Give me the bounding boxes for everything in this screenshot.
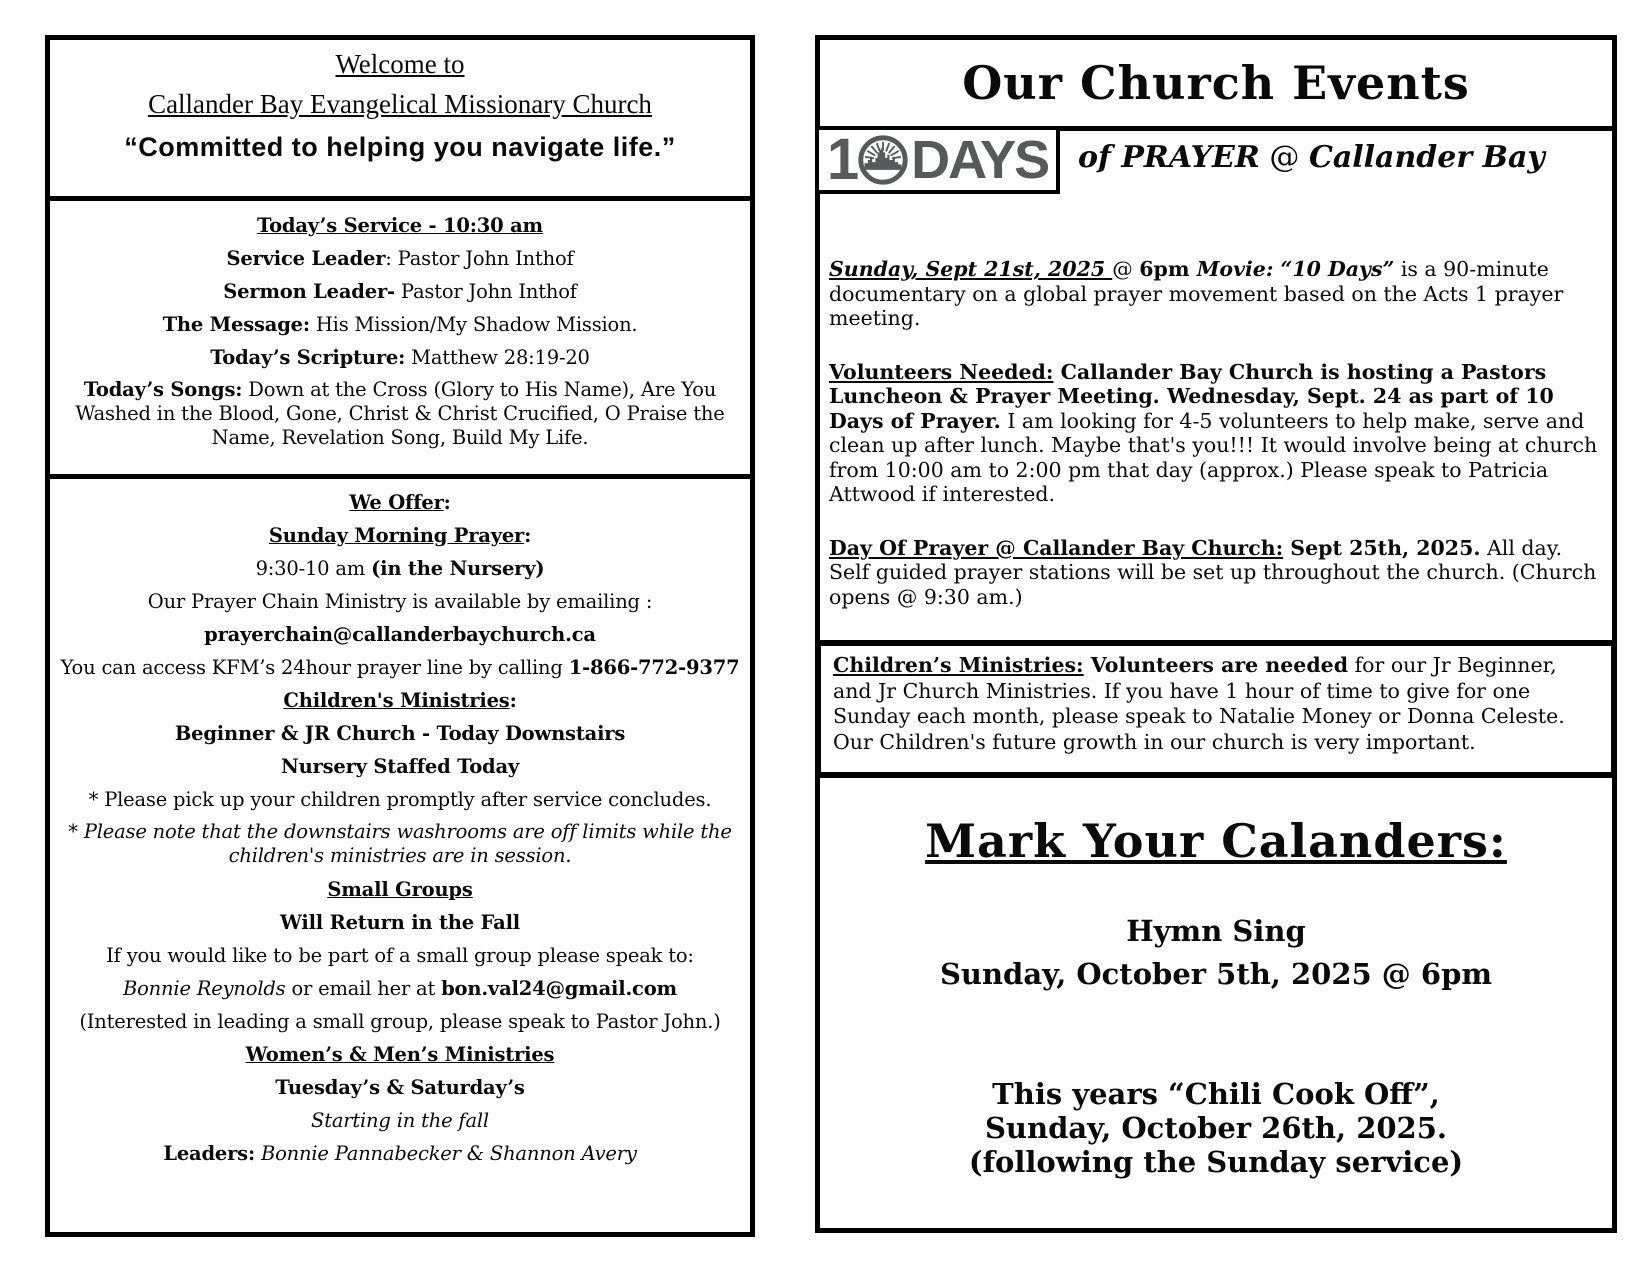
- kfm-prayer-line: You can access KFM’s 24hour prayer line by calling 1-866-772-9377: [60, 656, 740, 679]
- hymn-sing-date: Sunday, October 5th, 2025 @ 6pm: [939, 957, 1493, 991]
- ten-days-logo: [815, 126, 1060, 194]
- day-of-prayer-paragraph: Day Of Prayer @ Callander Bay Church: Sept 25th, 2025. All day. Self guided prayer stations will be set up throughout the church. (Church opens @ 9:30 am.): [829, 535, 1597, 609]
- events-title-box: [815, 35, 1617, 131]
- service-leader-line: Service Leader: Pastor John Inthof: [226, 247, 574, 270]
- todays-service-box: [45, 196, 755, 479]
- small-groups-contact: Bonnie Reynolds or email her at bon.val24@gmail.com: [123, 977, 677, 1000]
- events-title: Our Church Events: [962, 56, 1470, 110]
- small-groups-invite: If you would like to be part of a small group please speak to:: [106, 944, 694, 967]
- tuesdays-saturdays-line: Tuesday’s & Saturday’s: [275, 1076, 525, 1099]
- message-line: The Message: His Mission/My Shadow Mission.: [162, 313, 638, 336]
- ten-days-logo-number: 1: [826, 127, 860, 192]
- we-offer-heading: We Offer:: [349, 491, 451, 514]
- beginner-jr-church-line: Beginner & JR Church - Today Downstairs: [174, 722, 626, 745]
- small-groups-return: Will Return in the Fall: [280, 911, 520, 934]
- womens-mens-heading: Women’s & Men’s Ministries: [245, 1043, 555, 1066]
- hymn-sing-title: Hymn Sing: [1126, 914, 1306, 948]
- prayer-tagline: of PRAYER @ Callander Bay: [1078, 140, 1545, 175]
- movie-paragraph: Sunday, Sept 21st, 2025 @ 6pm Movie: “10 Days” is a 90-minute documentary on a global prayer movement based on the Acts 1 prayer meeting.: [829, 257, 1564, 330]
- events-paragraphs: [829, 257, 1603, 638]
- chili-line-2: Sunday, October 26th, 2025.: [984, 1111, 1448, 1145]
- small-groups-leading-note: (Interested in leading a small group, please speak to Pastor John.): [79, 1010, 721, 1033]
- pickup-note: * Please pick up your children promptly after service concludes.: [88, 788, 712, 811]
- morning-prayer-heading: Sunday Morning Prayer:: [268, 524, 532, 547]
- washrooms-note: * Please note that the downstairs washrooms are off limits while the children's ministries are in session.: [68, 820, 732, 867]
- small-groups-heading: Small Groups: [327, 878, 473, 901]
- children-ministries-box: [815, 640, 1617, 778]
- chili-line-3: (following the Sunday service): [968, 1145, 1464, 1179]
- sunrise-over-city-icon: [857, 134, 909, 186]
- chili-line-1: This years “Chili Cook Off”,: [992, 1077, 1440, 1111]
- prayer-chain-email: prayerchain@callanderbaychurch.ca: [204, 623, 596, 646]
- service-heading: Today’s Service - 10:30 am: [257, 214, 543, 237]
- calanders-heading: Mark Your Calanders:: [925, 814, 1507, 868]
- songs-line: Today’s Songs: Down at the Cross (Glory to His Name), Are You Washed in the Blood, Gone, Christ & Christ Crucified, O Praise the Name, Revelation Song, Build My Life.: [75, 378, 725, 449]
- nursery-line: Nursery Staffed Today: [280, 755, 520, 778]
- children-ministries-heading: Children's Ministries:: [283, 689, 517, 712]
- ten-days-logo-text: DAYS: [911, 130, 1049, 190]
- sermon-leader-line: Sermon Leader- Pastor John Inthof: [223, 280, 577, 303]
- church-tagline: “Committed to helping you navigate life.”: [124, 132, 676, 162]
- welcome-heading: Welcome to: [335, 49, 465, 79]
- morning-prayer-time: 9:30-10 am (in the Nursery): [255, 557, 545, 580]
- prayer-chain-text: Our Prayer Chain Ministry is available by emailing :: [147, 590, 653, 613]
- church-name: Callander Bay Evangelical Missionary Church: [148, 89, 652, 119]
- ministry-leaders-line: Leaders: Bonnie Pannabecker & Shannon Avery: [163, 1142, 637, 1165]
- scripture-line: Today’s Scripture: Matthew 28:19-20: [210, 346, 590, 369]
- children-ministries-paragraph: Children’s Ministries: Volunteers are needed for our Jr Beginner, and Jr Church Ministries. If you have 1 hour of time to give for one Sunday each month, please speak to Natalie Money or Donna Celeste. Our Children's future growth in our church is very important.: [833, 653, 1565, 754]
- volunteers-paragraph: Volunteers Needed: Callander Bay Church is hosting a Pastors Luncheon & Prayer Meeting. Wednesday, Sept. 24 as part of 10 Days of Prayer. I am looking for 4-5 volunteers to help make, serve and clean up after lunch. Maybe that's you!!! It would involve being at church from 10:00 am to 2:00 pm that day (approx.) Please speak to Patricia Attwood if interested.: [829, 359, 1598, 506]
- chili-cook-off-block: [820, 1077, 1612, 1179]
- mark-your-calanders-box: [815, 773, 1617, 1233]
- starting-fall-line: Starting in the fall: [311, 1109, 489, 1132]
- welcome-box: [45, 35, 755, 201]
- we-offer-box: [45, 474, 755, 1237]
